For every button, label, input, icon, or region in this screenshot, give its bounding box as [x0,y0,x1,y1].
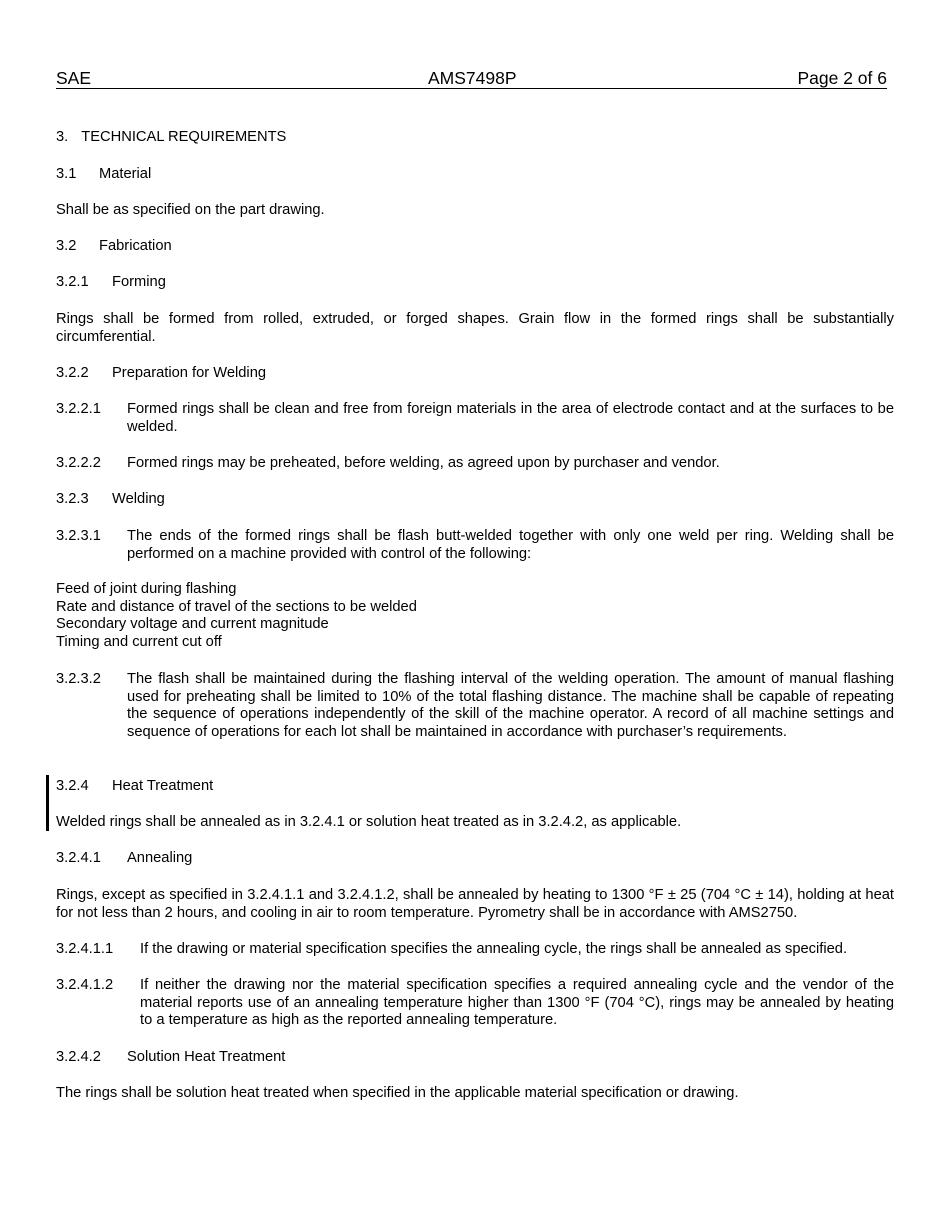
section-body: The ends of the formed rings shall be flash butt-welded together with only one weld per ring. Welding shall be performed on a machine provided with control of the following: [127,528,894,562]
section-title: Solution Heat Treatment [127,1049,286,1065]
page-header [56,68,887,89]
section-title: Annealing [127,850,193,866]
section-body: If the drawing or material specification specifies the annealing cycle, the rings shall be annealed as specified. [140,941,848,957]
section-number: 3. [56,129,69,145]
section-number: 3.2 [56,238,77,254]
section-number: 3.2.4 [56,778,89,794]
section-number: 3.2.2.2 [56,455,101,471]
section-3-2-4-2-body: The rings shall be solution heat treated when specified in the applicable material specification or drawing. [56,1085,739,1101]
section-3-2-4-1-body: Rings, except as specified in 3.2.4.1.1 and 3.2.4.1.2, shall be annealed by heating to 1300 °F ± 25 (704 °C ± 14), holding at heat for not less than 2 hours, and cooling in air to room temperature. Pyrometry shall be in accordance with AMS2750. [56,887,894,921]
section-title: Forming [112,274,166,290]
section-number: 3.2.4.1.1 [56,941,114,957]
section-3-2-3-1 [56,528,894,563]
section-body: The flash shall be maintained during the flashing interval of the welding operation. The amount of manual flashing used for preheating shall be limited to 10% of the total flashing distance. The machine shall be capable of repeating the sequence of operations independently of the skill of the machine operator. A record of all machine settings and sequence of operations for each lot shall be maintained in accordance with purchaser’s requirements. [127,671,894,740]
section-title: Welding [112,491,165,507]
list-item: Timing and current cut off [56,633,222,650]
section-3-2-4-body: Welded rings shall be annealed as in 3.2.4.1 or solution heat treated as in 3.2.4.2, as applicable. [56,814,682,830]
section-number: 3.2.1 [56,274,89,290]
section-3-1-body: Shall be as specified on the part drawing. [56,202,325,218]
section-body: Formed rings may be preheated, before welding, as agreed upon by purchaser and vendor. [127,455,720,471]
section-title: Preparation for Welding [112,365,267,381]
section-3-2-2-1 [56,401,894,436]
list-item: Feed of joint during flashing [56,581,237,597]
section-number: 3.1 [56,166,77,182]
section-title: Material [99,166,152,182]
section-title: TECHNICAL REQUIREMENTS [81,129,287,145]
section-body: If neither the drawing nor the material specification specifies a required annealing cycle and the vendor of the material reports use of an annealing temperature higher than 1300 °F (704 °C), rings may be annealed by heating to a temperature as high as the reported annealing temperature. [140,977,894,1029]
list-item: Secondary voltage and current magnitude [56,616,329,633]
section-3-heading [56,129,894,147]
section-3-2-2-2 [56,455,894,473]
section-number: 3.2.2 [56,365,89,381]
header-page-number: Page 2 of 6 [797,68,887,88]
section-title: Fabrication [99,238,172,254]
section-number: 3.2.2.1 [56,401,101,417]
section-number: 3.2.3 [56,491,89,507]
section-3-2-3-2 [56,671,894,741]
section-number: 3.2.3.2 [56,671,101,687]
control-list [56,581,894,651]
section-number: 3.2.3.1 [56,528,101,544]
revision-change-bar [46,775,49,831]
section-body: Formed rings shall be clean and free from foreign materials in the area of electrode contact and at the surfaces to be welded. [127,401,894,435]
section-3-2-4-1-2 [56,977,894,1030]
section-number: 3.2.4.2 [56,1049,101,1065]
section-3-2-1-body: Rings shall be formed from rolled, extruded, or forged shapes. Grain flow in the formed rings shall be substantially circumferential. [56,311,894,345]
section-title: Heat Treatment [112,778,214,794]
list-item: Rate and distance of travel of the sections to be welded [56,598,417,615]
section-number: 3.2.4.1.2 [56,977,114,993]
header-doc-id: AMS7498P [428,68,517,88]
section-number: 3.2.4.1 [56,850,101,866]
header-org: SAE [56,68,92,88]
section-3-2-4-1-1 [56,941,894,959]
